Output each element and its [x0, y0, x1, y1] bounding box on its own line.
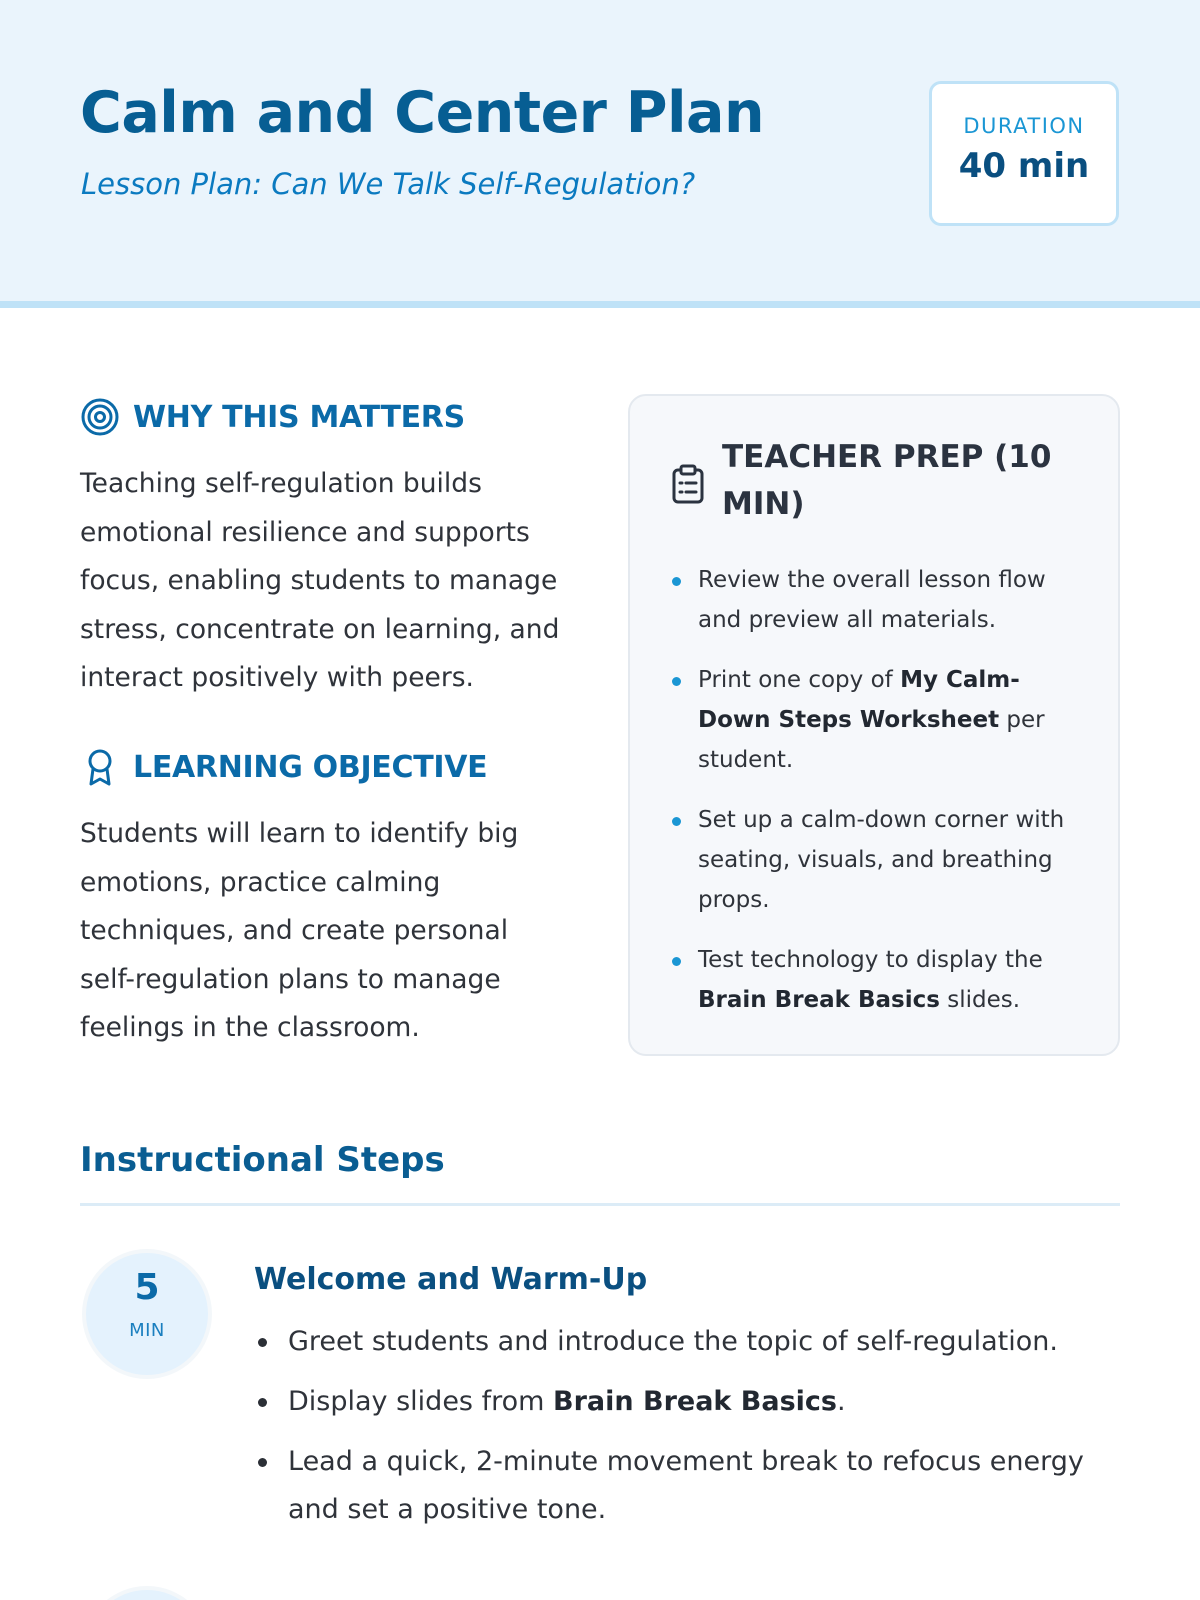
list-item: Greet students and introduce the topic of self-regulation.: [254, 1318, 1104, 1366]
award-ribbon-icon: [80, 747, 120, 787]
why-text: Teaching self-regulation builds emotional resilience and supports focus, enabling students to manage stress, concentrate on learning, and interact positively with peers.: [80, 468, 560, 693]
divider: [80, 1203, 1120, 1206]
target-icon: [80, 397, 120, 437]
teacher-prep-card: [628, 394, 1120, 1056]
list-item: Review the overall lesson flow and preview all materials.: [670, 560, 1090, 640]
objective-text: Students will learn to identify big emotions, practice calming techniques, and create personal self-regulation plans to manage feelings in the classroom.: [80, 818, 519, 1043]
list-item: Display slides from Brain Break Basics.: [254, 1378, 1104, 1426]
step-minutes: 5: [134, 1267, 160, 1308]
duration-value: 40 min: [958, 146, 1090, 186]
list-item: Lead a quick, 2-minute movement break to refocus energy and set a positive tone.: [254, 1438, 1104, 1534]
next-step-badge: [86, 1590, 208, 1600]
clipboard-icon: [670, 464, 706, 504]
duration-label: DURATION: [963, 114, 1085, 138]
header-banner: [0, 0, 1200, 308]
duration-badge: [929, 81, 1119, 226]
instructional-steps-title: Instructional Steps: [80, 1140, 445, 1180]
step-minutes-unit: MIN: [129, 1320, 165, 1341]
step-title: Welcome and Warm-Up: [254, 1262, 648, 1297]
step-bullets: [254, 1318, 1104, 1546]
objective-heading: [80, 747, 487, 787]
why-heading: [80, 397, 465, 437]
page-title: Calm and Center Plan: [80, 80, 765, 146]
teacher-prep-list: [670, 560, 1090, 1040]
why-heading-text: WHY THIS MATTERS: [133, 399, 465, 435]
step-duration-badge: [86, 1253, 208, 1375]
page-subtitle: Lesson Plan: Can We Talk Self-Regulation?: [81, 167, 696, 201]
list-item: Set up a calm-down corner with seating, visuals, and breathing props.: [670, 800, 1090, 920]
list-item: Print one copy of My Calm-Down Steps Worksheet per student.: [670, 660, 1090, 780]
teacher-prep-heading: TEACHER PREP (10 MIN): [722, 439, 1052, 522]
list-item: Test technology to display the Brain Break Basics slides.: [670, 940, 1090, 1020]
objective-heading-text: LEARNING OBJECTIVE: [133, 749, 488, 785]
